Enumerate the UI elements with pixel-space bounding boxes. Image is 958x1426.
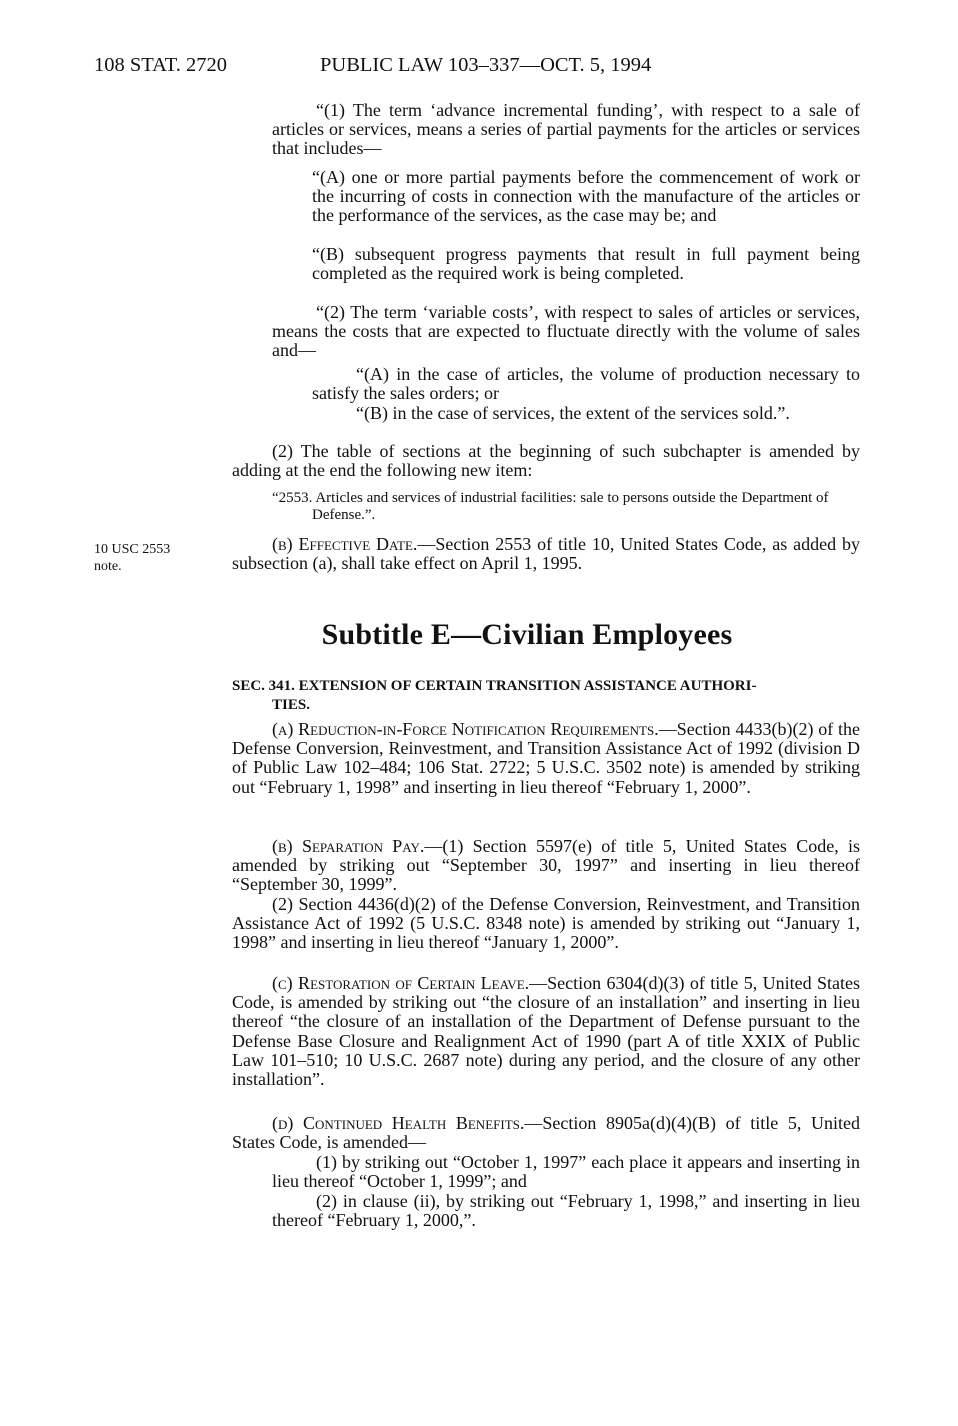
definition-1-b: “(B) subsequent progress payments that result in full payment being completed as the required work is being completed. — [312, 244, 860, 284]
effective-date-heading: (b) Effective Date. — [272, 534, 418, 554]
definition-2-a: “(A) in the case of articles, the volume of production necessary to satisfy the sales orders; or — [312, 364, 860, 404]
subsection-b-2: (2) Section 4436(d)(2) of the Defense Conversion, Reinvestment, and Transition Assistance Act of 1992 (5 U.S.C. 8348 note) is amended by striking out “January 1, 1998” and inserting in lieu thereof “January 1, 2000”. — [232, 894, 860, 953]
table-amendment-text: (2) The table of sections at the beginning of such subchapter is amended by adding at the end the following new item: — [232, 441, 860, 481]
subsection-c-heading: (c) Restoration of Certain Leave. — [272, 973, 530, 993]
running-head: PUBLIC LAW 103–337—OCT. 5, 1994 — [320, 54, 652, 76]
page-reference: 108 STAT. 2720 — [94, 54, 227, 76]
subtitle-heading: Subtitle E—Civilian Employees — [321, 618, 733, 651]
subsection-c: (c) Restoration of Certain Leave.—Section 6304(d)(3) of title 5, United States Code, is amended by striking out “the closure of an installation” and inserting in lieu thereof “the closure of an installation of the Department of Defense pursuant to the Defense Base Closure and Realignment Act of 1990 (part A of title XXIX of Public Law 101–510; 10 U.S.C. 2687 note) during any period, and the closure of any other installation”. — [232, 973, 860, 1090]
section-heading: SEC. 341. EXTENSION OF CERTAIN TRANSITION ASSISTANCE AUTHORI- TIES. — [232, 678, 757, 713]
subsection-a-heading: (a) Reduction-in-Force Notification Requirements. — [272, 719, 659, 739]
subsection-d-2: (2) in clause (ii), by striking out “February 1, 1998,” and inserting in lieu thereof “February 1, 2000,”. — [272, 1191, 860, 1231]
definition-2: “(2) The term ‘variable costs’, with respect to sales of articles or services, means the costs that are expected to fluctuate directly with the volume of sales and— — [272, 302, 860, 361]
subsection-b: (b) Separation Pay.—(1) Section 5597(e) of title 5, United States Code, is amended by striking out “September 30, 1997” and inserting in lieu thereof “September 30, 1999”. — [232, 836, 860, 895]
subsection-a: (a) Reduction-in-Force Notification Requirements.—Section 4433(b)(2) of the Defense Conversion, Reinvestment, and Transition Assistance Act of 1992 (division D of Public Law 102–484; 106 Stat. 2722; 5 U.S.C. 3502 note) is amended by striking out “February 1, 1998” and inserting in lieu thereof “February 1, 2000”. — [232, 719, 861, 797]
definition-1-a: “(A) one or more partial payments before the commencement of work or the incurring of costs in connection with the manufacture of the articles or the performance of the services, as the case may be; and — [312, 167, 860, 226]
subsection-d-heading: (d) Continued Health Benefits. — [272, 1113, 525, 1133]
margin-note: 10 USC 2553 note. — [94, 542, 171, 574]
table-item: “2553. Articles and services of industrial facilities: sale to persons outside the Department of Defense.”. — [272, 490, 829, 523]
subsection-d-1: (1) by striking out “October 1, 1997” each place it appears and inserting in lieu thereof “October 1, 1999”; and — [272, 1152, 860, 1192]
definition-1: “(1) The term ‘advance incremental funding’, with respect to a sale of articles or services, means a series of partial payments for the articles or services that includes— — [272, 100, 860, 159]
subsection-d: (d) Continued Health Benefits.—Section 8905a(d)(4)(B) of title 5, United States Code, is amended— — [232, 1113, 860, 1153]
effective-date: (b) Effective Date.—Section 2553 of title 10, United States Code, as added by subsection (a), shall take effect on April 1, 1995. — [232, 534, 860, 574]
definition-2-b: “(B) in the case of services, the extent of the services sold.”. — [356, 403, 790, 423]
subsection-b-heading: (b) Separation Pay. — [272, 836, 425, 856]
